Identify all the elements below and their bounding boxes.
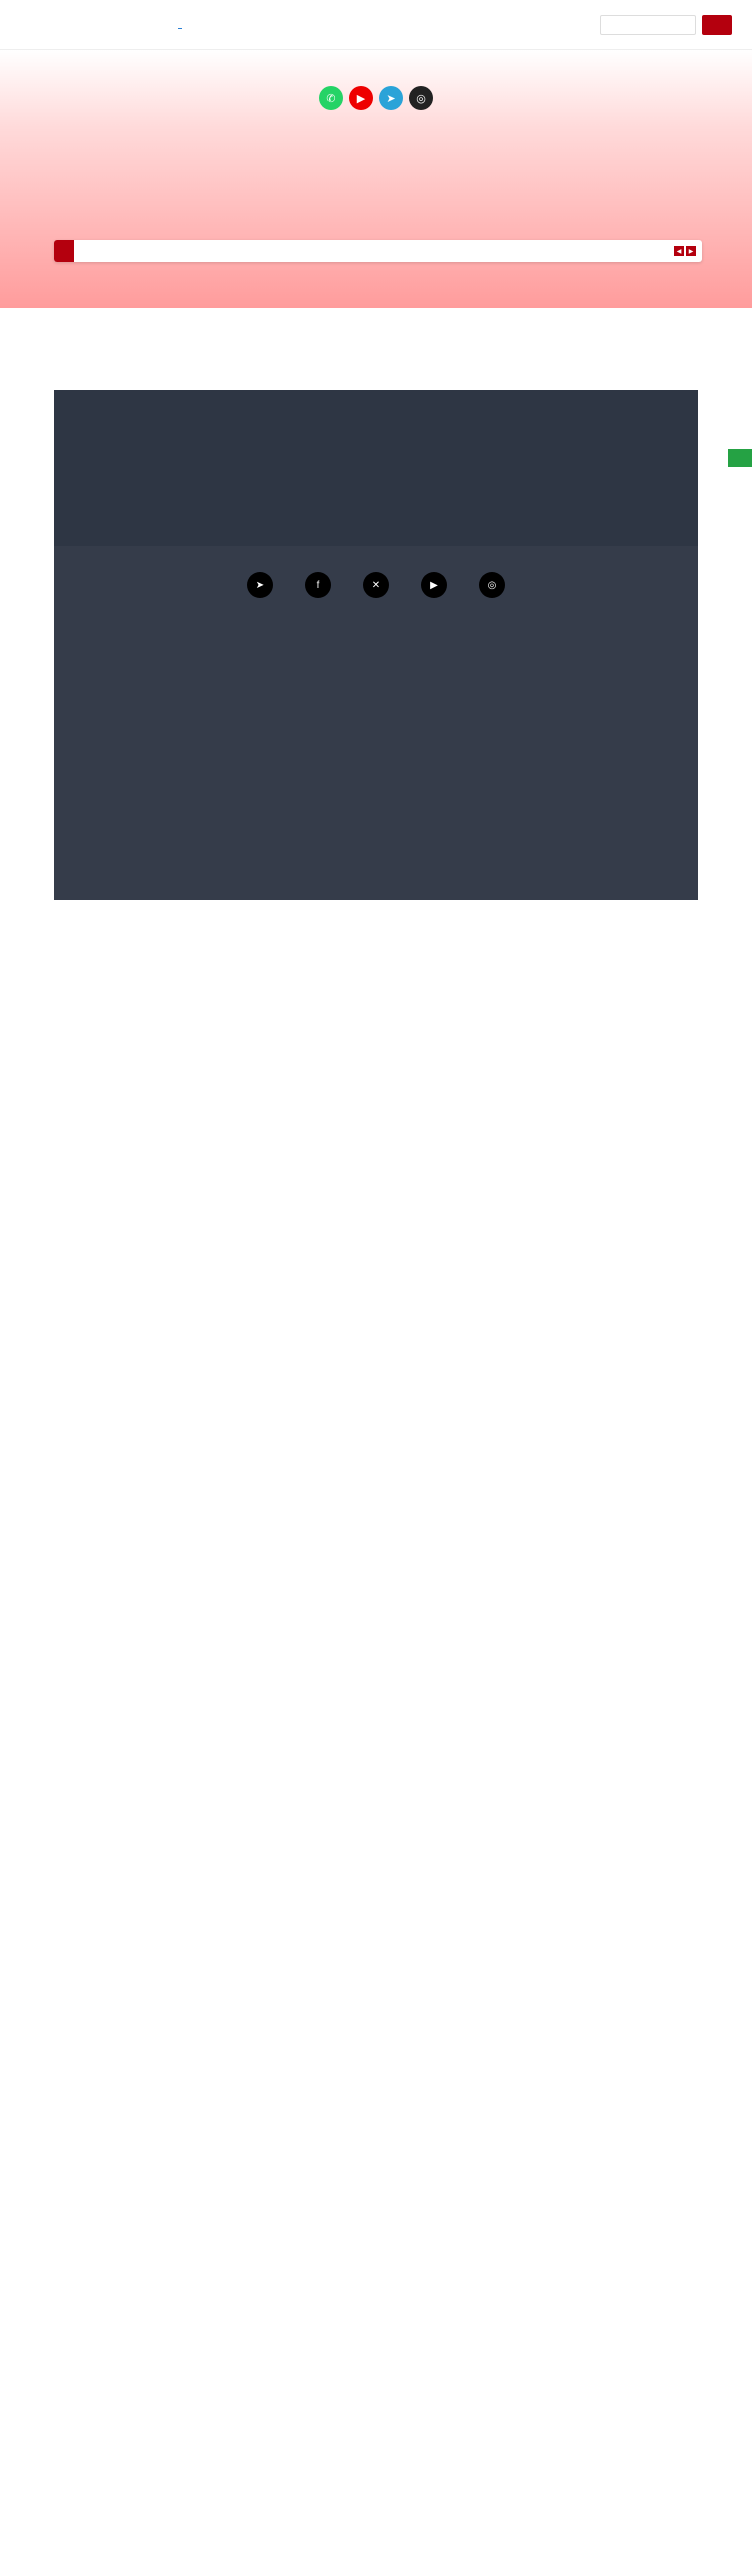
ticker-controls [674, 246, 702, 256]
twitter-icon[interactable]: ✕ [363, 572, 389, 598]
footer-social-links [54, 572, 698, 598]
telegram-icon[interactable]: ➤ [379, 86, 403, 110]
facebook-icon[interactable]: f [305, 572, 331, 598]
hero-banner [0, 50, 752, 308]
hot-jobs-ticker [54, 240, 702, 262]
nav-latest-jobs[interactable] [198, 20, 202, 29]
telegram-icon[interactable]: ➤ [247, 572, 273, 598]
youtube-icon[interactable]: ▶ [349, 86, 373, 110]
nav-answer-key[interactable] [258, 20, 262, 29]
search-go-button[interactable] [702, 15, 732, 35]
footer-bottom [54, 546, 698, 900]
hot-jobs-label [54, 240, 74, 262]
whatsapp-icon[interactable]: ✆ [319, 86, 343, 110]
footer-category-links [54, 390, 698, 418]
instagram-icon[interactable]: ◎ [479, 572, 505, 598]
hero-social-links [0, 86, 752, 110]
ticker-prev-icon[interactable]: ◀ [674, 246, 684, 256]
nav-contact-us[interactable] [278, 20, 282, 29]
search-form [600, 15, 732, 35]
main-menu [178, 20, 282, 29]
top-navbar [0, 0, 752, 50]
ticker-next-icon[interactable]: ▶ [686, 246, 696, 256]
youtube-icon[interactable]: ▶ [421, 572, 447, 598]
nav-result[interactable] [238, 20, 242, 29]
nav-home[interactable] [178, 20, 182, 29]
search-input[interactable] [600, 15, 696, 35]
top-notifications-list [0, 360, 752, 370]
site-footer [54, 390, 698, 900]
nav-admit-card[interactable] [218, 20, 222, 29]
instagram-icon[interactable]: ◎ [409, 86, 433, 110]
join-whatsapp-button[interactable] [728, 449, 752, 467]
